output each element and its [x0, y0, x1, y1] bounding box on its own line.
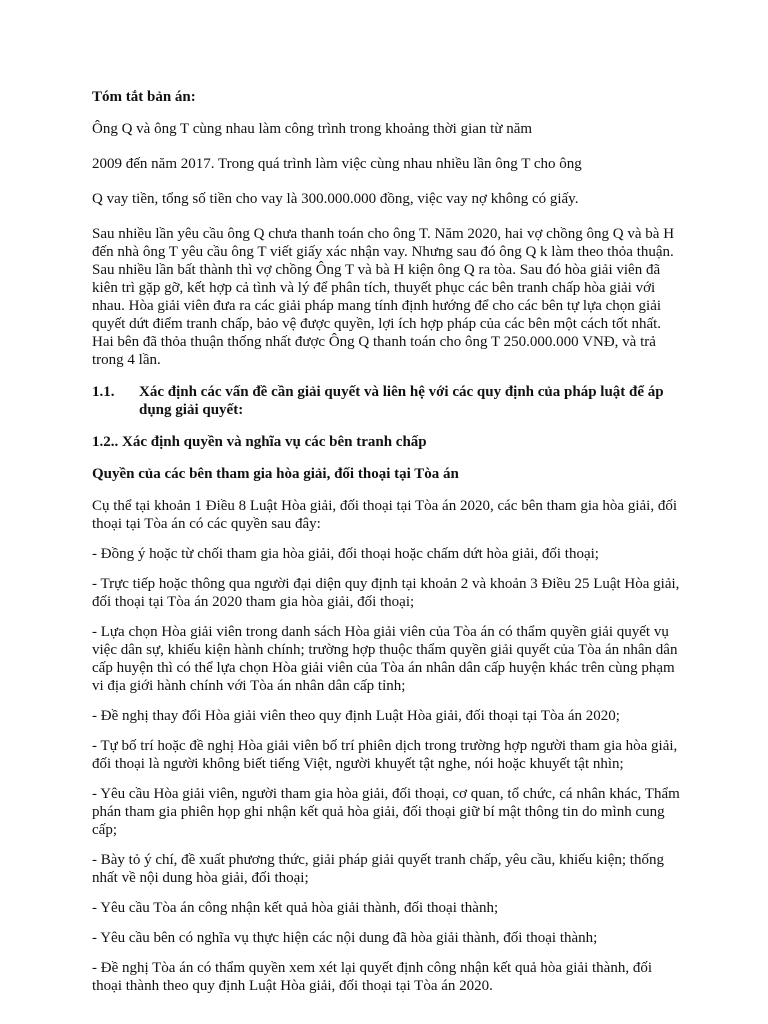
summary-paragraph: Sau nhiều lần yêu cầu ông Q chưa thanh toán cho ông T. Năm 2020, hai vợ chồng ông Q và bà H đến nhà ông T yêu cầu ông T viết giấy xác nhận vay. Nhưng sau đó ông Q k làm theo thỏa thuận. Sau nhiều lần bất thành thì vợ chồng Ông T và bà H kiện ông Q ra tòa. Sau đó hòa giải viên đã kiên trì gặp gỡ, kết hợp cả tình và lý để phân tích, thuyết phục các bên tranh chấp hòa giải với nhau. Hòa giải viên đưa ra các giải pháp mang tính định hướng để cho các bên tự lựa chọn giải quyết dứt điểm tranh chấp, bảo vệ được quyền, lợi ích hợp pháp của các bên một cách tốt nhất. Hai bên đã thỏa thuận thống nhất được Ông Q thanh toán cho ông T 250.000.000 VNĐ, và trả trong 4 lần. — [92, 226, 675, 368]
document-page — [92, 88, 682, 1007]
list-item: - Đồng ý hoặc từ chối tham gia hòa giải, đối thoại hoặc chấm dứt hòa giải, đối thoại; — [92, 546, 599, 562]
summary-line: Q vay tiền, tổng số tiền cho vay là 300.000.000 đồng, việc vay nợ không có giấy. — [92, 191, 579, 207]
rights-intro: Cụ thể tại khoản 1 Điều 8 Luật Hòa giải, đối thoại tại Tòa án 2020, các bên tham gia hòa giải, đối thoại tại Tòa án có các quyền sau đây: — [92, 498, 677, 532]
rights-heading: Quyền của các bên tham gia hòa giải, đối thoại tại Tòa án — [92, 466, 459, 482]
list-item: - Yêu cầu bên có nghĩa vụ thực hiện các nội dung đã hòa giải thành, đối thoại thành; — [92, 930, 598, 946]
list-item: - Trực tiếp hoặc thông qua người đại diện quy định tại khoản 2 và khoản 3 Điều 25 Luật Hòa giải, đối thoại tại Tòa án 2020 tham gia hòa giải, đối thoại; — [92, 576, 680, 610]
list-item: - Yêu cầu Tòa án công nhận kết quả hòa giải thành, đối thoại thành; — [92, 900, 499, 916]
summary-line: Ông Q và ông T cùng nhau làm công trình trong khoảng thời gian từ năm — [92, 121, 533, 137]
summary-heading: Tóm tắt bản án: — [92, 89, 196, 105]
summary-line: 2009 đến năm 2017. Trong quá trình làm việc cùng nhau nhiều lần ông T cho ông — [92, 156, 582, 172]
list-item: - Tự bố trí hoặc đề nghị Hòa giải viên bố trí phiên dịch trong trường hợp người tham gia hòa giải, đối thoại là người không biết tiếng Việt, người khuyết tật nghe, nói hoặc khuyết tật nhìn; — [92, 738, 678, 772]
list-item: - Yêu cầu Hòa giải viên, người tham gia hòa giải, đối thoại, cơ quan, tổ chức, cá nhân khác, Thẩm phán tham gia phiên họp ghi nhận kết quả hòa giải, đối thoại giữ bí mật thông tin do mình cung cấp; — [92, 786, 680, 838]
list-item: - Bày tỏ ý chí, đề xuất phương thức, giải pháp giải quyết tranh chấp, yêu cầu, khiếu kiện; thống nhất về nội dung hòa giải, đối thoại; — [92, 852, 664, 886]
list-item: - Đề nghị Tòa án có thẩm quyền xem xét lại quyết định công nhận kết quả hòa giải thành, đối thoại thành theo quy định Luật Hòa giải, đối thoại tại Tòa án 2020. — [92, 960, 652, 994]
list-item: - Lựa chọn Hòa giải viên trong danh sách Hòa giải viên của Tòa án có thẩm quyền giải quyết vụ việc dân sự, khiếu kiện hành chính; trường hợp thuộc thẩm quyền giải quyết của Tòa án nhân dân cấp huyện thì có thể lựa chọn Hòa giải viên của Tòa án nhân dân cấp huyện khác trên cùng phạm vi địa giới hành chính với Tòa án nhân dân cấp tỉnh; — [92, 624, 678, 694]
section-1-1-title: Xác định các vấn đề cần giải quyết và liên hệ với các quy định của pháp luật để áp dụng giải quyết: — [139, 384, 664, 418]
section-1-1-number: 1.1. — [92, 384, 115, 400]
section-1-2-heading: 1.2.. Xác định quyền và nghĩa vụ các bên tranh chấp — [92, 434, 427, 450]
list-item: - Đề nghị thay đổi Hòa giải viên theo quy định Luật Hòa giải, đối thoại tại Tòa án 2020; — [92, 708, 620, 724]
section-1-1-heading — [92, 383, 682, 419]
